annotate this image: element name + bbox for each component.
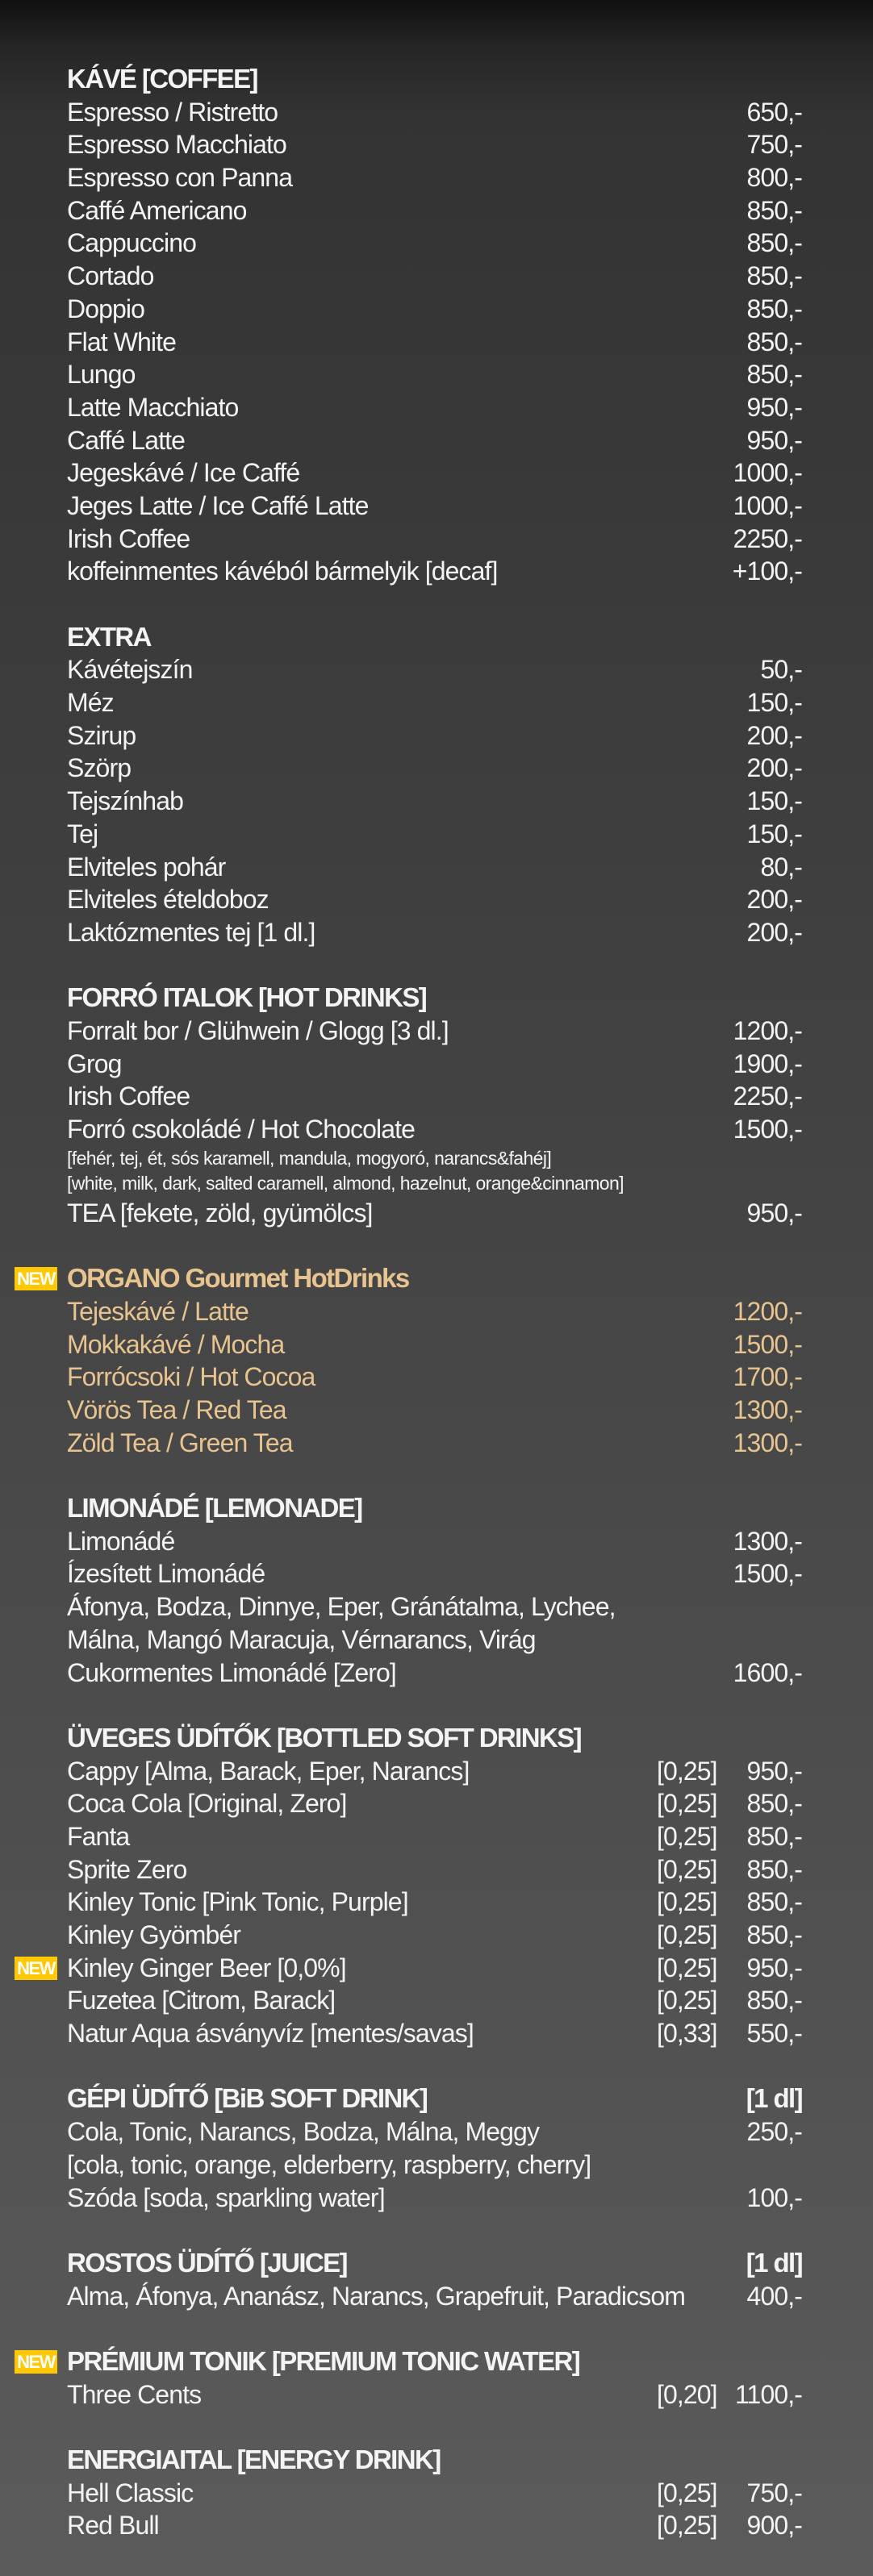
item-name: [white, milk, dark, salted caramell, almond, hazelnut, orange&cinnamon] [67,1173,624,1194]
menu-item [0,785,873,818]
menu-item [0,128,873,161]
section-header [0,1492,873,1525]
menu-item [0,161,873,194]
item-size: [0,33] [657,2019,717,2049]
item-name: TEA [fekete, zöld, gyümölcs] [67,1198,373,1228]
menu-item [0,851,873,884]
item-price: 2250,- [733,1082,802,1111]
item-name: Sprite Zero [67,1854,187,1884]
item-name: Kávétejszín [67,655,193,685]
item-name: Laktózmentes tej [1 dl.] [67,917,315,947]
item-name: Cola, Tonic, Narancs, Bodza, Málna, Meggy [67,2117,540,2147]
item-price: 850,- [746,1789,802,1819]
item-name: Doppio [67,294,145,323]
item-price: 950,- [746,392,802,422]
item-name: Elviteles pohár [67,852,226,882]
item-price: 1300,- [733,1428,802,1457]
item-price: 850,- [746,294,802,323]
section-header [0,2444,873,2477]
item-name: koffeinmentes kávéból bármelyik [decaf] [67,556,498,586]
item-name: Cukormentes Limonádé [Zero] [67,1657,396,1687]
menu-item [0,1146,873,1172]
new-badge: NEW [15,1267,57,1290]
item-price: 200,- [746,720,802,750]
item-name: Szóda [soda, sparkling water] [67,2182,385,2212]
item-size: [0,25] [657,1953,717,1982]
menu-item [0,1113,873,1146]
item-name: Jegeskávé / Ice Caffé [67,458,300,488]
menu-item [0,2280,873,2313]
item-name: Caffé Americano [67,195,247,225]
item-price: 1000,- [733,458,802,488]
item-price: 900,- [746,2511,802,2541]
section-title: ROSTOS ÜDÍTŐ [JUICE] [67,2247,347,2278]
item-price: 1500,- [733,1115,802,1144]
item-name: Cortado [67,261,154,291]
item-price: 950,- [746,425,802,455]
section-title: GÉPI ÜDÍTŐ [BiB SOFT DRINK] [67,2083,428,2114]
item-size: [0,25] [657,1789,717,1819]
item-price: 1000,- [733,490,802,520]
item-price: 1300,- [733,1395,802,1424]
item-price: 1900,- [733,1048,802,1078]
item-name: Vörös Tea / Red Tea [67,1395,286,1424]
item-price: 200,- [746,753,802,783]
menu-item [0,1525,873,1558]
menu-item [0,227,873,260]
item-price: 150,- [746,688,802,718]
menu-item [0,1361,873,1394]
section-title: PRÉMIUM TONIK [PREMIUM TONIC WATER] [67,2345,580,2376]
item-price: 80,- [760,852,802,882]
item-name: Lungo [67,360,136,390]
item-name: Hell Classic [67,2478,194,2507]
menu-item [0,818,873,851]
section-unit: [1 dl] [746,2247,802,2278]
item-name: Tejszínhab [67,786,183,816]
menu-item [0,1820,873,1853]
menu-item [0,523,873,556]
item-name: Irish Coffee [67,1082,190,1111]
item-name: Three Cents [67,2379,202,2409]
item-name: Natur Aqua ásványvíz [mentes/savas] [67,2019,474,2049]
item-name: Jeges Latte / Ice Caffé Latte [67,490,369,520]
item-name: Fanta [67,1821,130,1851]
menu-item [0,1048,873,1081]
item-price: 150,- [746,819,802,848]
menu-item [0,1853,873,1886]
menu-item [0,1787,873,1820]
menu-item [0,391,873,424]
item-name: Áfonya, Bodza, Dinnye, Eper, Gránátalma, Lychee, [67,1592,616,1622]
item-name: Limonádé [67,1526,175,1556]
item-name: Forró csokoládé / Hot Chocolate [67,1115,415,1144]
item-price: 850,- [746,1821,802,1851]
item-name: Szörp [67,753,132,783]
item-name: Málna, Mangó Maracuja, Vérnarancs, Virág [67,1624,536,1654]
item-size: [0,25] [657,2478,717,2507]
menu-item [0,1295,873,1328]
item-name: Cappy [Alma, Barack, Eper, Narancs] [67,1756,470,1786]
menu-item [0,1394,873,1427]
item-name: Coca Cola [Original, Zero] [67,1789,347,1819]
menu-item [0,719,873,752]
item-name: Elviteles ételdoboz [67,885,269,915]
menu-item [0,1015,873,1048]
item-name: Grog [67,1048,122,1078]
menu-item [0,1328,873,1361]
item-price: 750,- [746,2478,802,2507]
new-badge: NEW [15,1957,57,1980]
section-title: ÜVEGES ÜDÍTŐK [BOTTLED SOFT DRINKS] [67,1722,582,1753]
menu-item [0,1427,873,1460]
menu-item [0,2115,873,2149]
menu-item [0,2378,873,2411]
section-header [0,63,873,96]
menu-item [0,260,873,293]
menu-item [0,456,873,490]
menu-item [0,96,873,129]
item-price: 850,- [746,1887,802,1917]
item-name: Flat White [67,327,177,356]
section-unit: [1 dl] [746,2083,802,2114]
item-price: 1100,- [735,2379,802,2409]
item-price: 850,- [746,360,802,390]
menu-item [0,1557,873,1590]
item-name: Kinley Tonic [Pink Tonic, Purple] [67,1887,408,1917]
item-name: Méz [67,688,114,718]
item-price: 850,- [746,261,802,291]
item-price: 1500,- [733,1329,802,1359]
item-name: Cappuccino [67,228,197,258]
item-price: 850,- [746,1854,802,1884]
section-header [0,2247,873,2280]
section-header [0,1262,873,1295]
item-name: Mokkakávé / Mocha [67,1329,285,1359]
menu-item [0,1886,873,1919]
item-price: 2250,- [733,523,802,553]
item-name: Forralt bor / Glühwein / Glogg [3 dl.] [67,1015,449,1045]
item-price: 850,- [746,1986,802,2015]
item-name: Irish Coffee [67,523,190,553]
item-name: Caffé Latte [67,425,186,455]
item-name: [fehér, tej, ét, sós karamell, mandula, mogyoró, narancs&fahéj] [67,1147,552,1169]
menu-item [0,2017,873,2050]
section-title: FORRÓ ITALOK [HOT DRINKS] [67,982,427,1013]
menu-item [0,293,873,326]
item-price: 1300,- [733,1526,802,1556]
item-name: Alma, Áfonya, Ananász, Narancs, Grapefruit, Paradicsom [67,2281,685,2311]
menu-section [0,2247,873,2312]
section-title: ENERGIAITAL [ENERGY DRINK] [67,2445,441,2474]
item-price: 950,- [746,1953,802,1982]
menu-item [0,2509,873,2542]
item-name: Forrócsoki / Hot Cocoa [67,1362,315,1392]
item-name: Fuzetea [Citrom, Barack] [67,1986,336,2015]
item-price: 950,- [746,1756,802,1786]
menu-section [0,1722,873,2050]
menu-item [0,2149,873,2182]
section-title: LIMONÁDÉ [LEMONADE] [67,1493,362,1524]
item-price: 50,- [760,655,802,685]
item-price: 950,- [746,1198,802,1228]
item-name: Latte Macchiato [67,392,239,422]
item-price: 1700,- [733,1362,802,1392]
menu-item [0,1952,873,1985]
item-price: 800,- [746,163,802,193]
item-name: Kinley Ginger Beer [0,0%] [67,1953,346,1982]
item-name: Tej [67,819,98,848]
item-price: 1600,- [733,1657,802,1687]
item-price: 200,- [746,885,802,915]
menu-item [0,1657,873,1690]
item-name: Espresso / Ristretto [67,97,278,127]
menu-item [0,2182,873,2215]
item-size: [0,20] [657,2379,717,2409]
menu-item [0,424,873,457]
item-name: Espresso Macchiato [67,130,286,160]
item-size: [0,25] [657,1821,717,1851]
menu-item [0,686,873,719]
section-header [0,1722,873,1755]
section-header [0,621,873,654]
item-price: 1200,- [733,1015,802,1045]
menu-item [0,1080,873,1113]
item-name: Szirup [67,720,136,750]
menu-item [0,752,873,785]
menu-item [0,1624,873,1657]
item-price: 400,- [746,2281,802,2311]
menu-item [0,326,873,359]
section-title: KÁVÉ [COFFEE] [67,64,257,94]
menu-section [0,982,873,1229]
menu-item [0,555,873,588]
menu-section [0,1492,873,1689]
menu-item [0,1197,873,1230]
item-price: 1500,- [733,1559,802,1589]
menu-item [0,1984,873,2017]
item-size: [0,25] [657,2511,717,2541]
section-header [0,2345,873,2378]
menu-item [0,1590,873,1624]
item-price: 650,- [746,97,802,127]
item-name: Red Bull [67,2511,159,2541]
menu-item [0,358,873,391]
menu-item [0,653,873,686]
item-size: [0,25] [657,1854,717,1884]
menu-item [0,490,873,523]
item-size: [0,25] [657,1887,717,1917]
item-price: 150,- [746,786,802,816]
item-size: [0,25] [657,1986,717,2015]
menu-section [0,2345,873,2411]
menu-item [0,883,873,916]
item-name: Zöld Tea / Green Tea [67,1428,293,1457]
menu-item [0,1919,873,1952]
item-name: Ízesített Limonádé [67,1559,265,1589]
menu-section [0,1262,873,1459]
item-price: 100,- [746,2182,802,2212]
new-badge: NEW [15,2350,57,2374]
section-header [0,982,873,1015]
item-name: Espresso con Panna [67,163,293,193]
item-price: 850,- [746,1920,802,1949]
item-price: +100,- [732,556,802,586]
section-title: EXTRA [67,621,151,652]
item-price: 750,- [746,130,802,160]
menu-item [0,1171,873,1197]
menu-section [0,621,873,949]
item-price: 850,- [746,327,802,356]
item-name: Tejeskávé / Latte [67,1296,249,1326]
section-title: ORGANO Gourmet HotDrinks [67,1263,409,1294]
item-name: Kinley Gyömbér [67,1920,241,1949]
section-header [0,2082,873,2115]
menu-item [0,194,873,227]
menu-item [0,2477,873,2510]
menu-section [0,2444,873,2542]
menu-item [0,916,873,949]
item-price: 1200,- [733,1296,802,1326]
item-price: 850,- [746,228,802,258]
item-size: [0,25] [657,1756,717,1786]
item-name: [cola, tonic, orange, elderberry, raspberry, cherry] [67,2149,591,2179]
item-price: 250,- [746,2117,802,2147]
menu-section [0,63,873,588]
menu-item [0,1755,873,1788]
item-price: 850,- [746,195,802,225]
item-price: 200,- [746,917,802,947]
item-size: [0,25] [657,1920,717,1949]
item-price: 550,- [746,2019,802,2049]
menu-section [0,2082,873,2214]
